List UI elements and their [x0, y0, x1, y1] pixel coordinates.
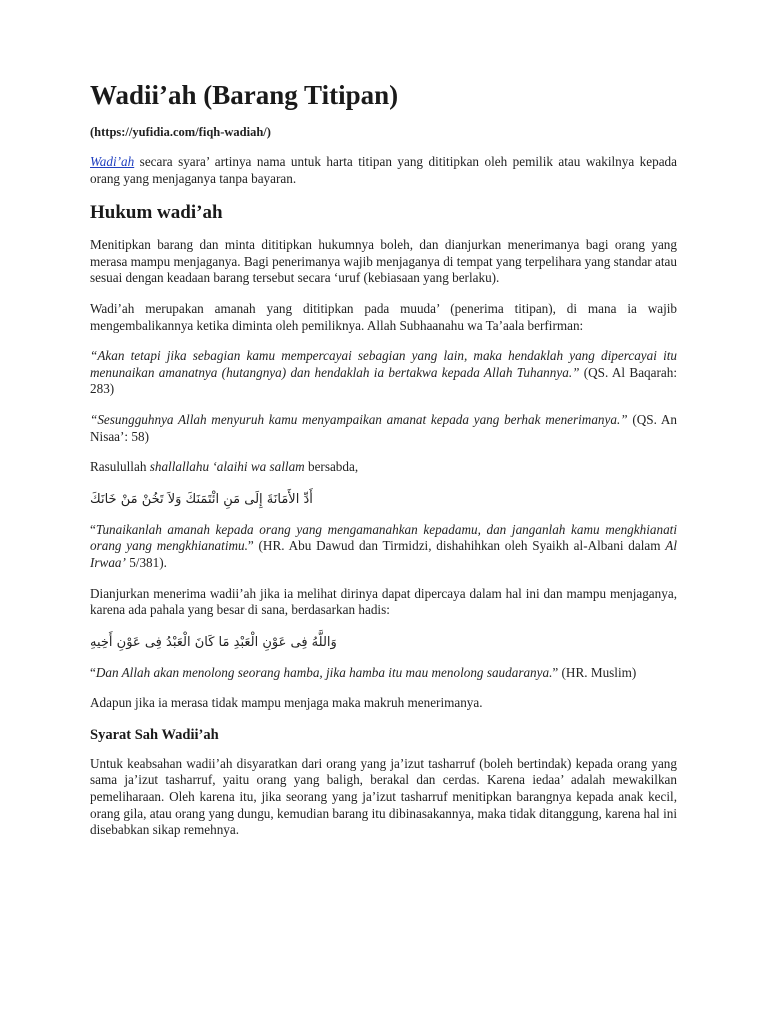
- intro-text: secara syara’ artinya nama untuk harta titipan yang dititipkan oleh pemilik atau wakilnya kepada orang yang menjaganya tanpa bayaran.: [90, 154, 677, 186]
- quote-nisaa-text: “Sesungguhnya Allah menyuruh kamu menyampaikan amanat kepada yang berhak menerimanya.”: [90, 411, 628, 427]
- hadith-1-book: Al Irwaa’: [90, 538, 677, 570]
- hadith-1-translation: [90, 522, 677, 572]
- heading-syarat: Syarat Sah Wadii’ah: [90, 726, 219, 743]
- hadith-1-open: “: [90, 521, 96, 537]
- arabic-hadith-1: [90, 490, 677, 510]
- paragraph-dianjurkan: Dianjurkan menerima wadii’ah jika ia melihat dirinya dapat dipercaya dalam hal ini dan mampu menjaganya, karena ada pahala yang besar di sana, berdasarkan hadis:: [90, 585, 677, 618]
- hadith-1-text: Tunaikanlah amanah kepada orang yang mengamanahkan kepadamu, dan janganlah kamu mengkhianati orang yang mengkhianatimu.: [90, 521, 677, 554]
- hadith-1-end: 5/381).: [125, 554, 167, 570]
- rasul-pre: Rasulullah: [90, 459, 150, 475]
- source-url: (https://yufidia.com/fiqh-wadiah/): [90, 125, 271, 139]
- paragraph-syarat: Untuk keabsahan wadii’ah disyaratkan dari orang yang ja’izut tasharruf (boleh bertindak) kepada orang yang sama ja’izut tasharruf, yaitu orang yang baligh, berakal dan cerdas. Karena iedaa’ adalah mewakilkan pemeliharaan. Oleh karena itu, jika seorang yang ja’izut tasharruf menitipkan barangnya kepada anak kecil, orang gila, atau orang yang dungu, kemudian barang itu dibinasakannya, maka tidak ditanggung, karena hal ini disebabkan sikap remehnya.: [90, 755, 677, 838]
- intro-paragraph: [90, 154, 677, 187]
- rasul-salawat: shallallahu ‘alaihi wa sallam: [149, 459, 305, 475]
- quote-nisaa: [90, 412, 677, 445]
- page-title: Wadii’ah (Barang Titipan): [90, 80, 399, 110]
- quote-baqarah-text: “Akan tetapi jika sebagian kamu mempercayai sebagian yang lain, maka hendaklah yang dipercayai itu menunaikan amanatnya (hutangnya) dan hendaklah ia bertakwa kepada Allah Tuhannya.”: [90, 348, 677, 380]
- document-page: [90, 78, 677, 853]
- quote-baqarah: [90, 348, 677, 398]
- arabic-hadith-2: [90, 633, 677, 653]
- quote-baqarah-ref: (QS. Al Baqarah: 283): [90, 364, 677, 397]
- paragraph-makruh: Adapun jika ia merasa tidak mampu menjaga maka makruh menerimanya.: [90, 695, 483, 711]
- rasul-line: [90, 459, 677, 476]
- hadith-2-text: Dan Allah akan menolong seorang hamba, jika hamba itu mau menolong saudaranya.: [95, 664, 553, 680]
- arabic-hadith-2-text: وَاللَّهُ فِى عَوْنِ الْعَبْدِ مَا كَانَ الْعَبْدُ فِى عَوْنِ أَخِيهِ: [90, 634, 337, 650]
- hadith-2-source: ” (HR. Muslim): [552, 664, 637, 680]
- hadith-1-source: ” (HR. Abu Dawud dan Tirmidzi, dishahihkan oleh Syaikh al-Albani dalam: [247, 538, 666, 554]
- quote-nisaa-ref: (QS. An Nisaa’: 58): [90, 411, 677, 444]
- arabic-hadith-1-text: أَدِّ الأَمَانَةَ إِلَى مَنِ ائْتَمَنَكَ وَلاَ تَخُنْ مَنْ خَانَكَ: [90, 491, 313, 507]
- wadiah-link[interactable]: Wadi’ah: [90, 154, 135, 169]
- paragraph-hukum-2: Wadi’ah merupakan amanah yang dititipkan pada muuda’ (penerima titipan), di mana ia wajib mengembalikannya ketika diminta oleh pemiliknya. Allah Subhaanahu wa Ta’aala berfirman:: [90, 300, 677, 333]
- hadith-2-open: “: [90, 664, 96, 680]
- heading-hukum: Hukum wadi’ah: [90, 202, 223, 224]
- paragraph-hukum-1: Menitipkan barang dan minta dititipkan hukumnya boleh, dan dianjurkan menerimanya bagi orang yang merasa mampu menjaganya. Bagi penerimanya wajib menjaganya di tempat yang terpelihara yang standar atau sesuai dengan keadaan barang tersebut secara ‘uruf (kebiasaan yang berlaku).: [90, 237, 677, 286]
- rasul-post: bersabda,: [304, 459, 359, 475]
- hadith-2-translation: [90, 665, 677, 682]
